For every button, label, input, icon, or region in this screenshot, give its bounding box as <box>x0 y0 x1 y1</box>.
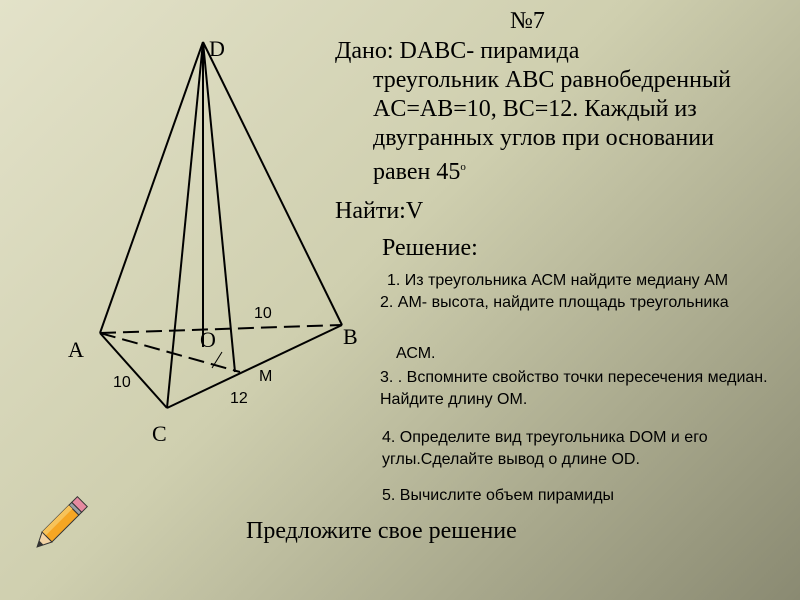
step-4: 4. Определите вид треугольника DOM и его углы.Сделайте вывод о длине OD. <box>382 429 708 468</box>
given-label: Дано: DABC- пирамида <box>335 38 580 64</box>
label-O: O <box>200 327 216 352</box>
step-2-continued: АСМ. <box>396 345 436 362</box>
step-3: 3. . Вспомните свойство точки пересечения медиан. Найдите длину ОМ. <box>380 369 768 408</box>
problem-number: №7 <box>510 8 545 34</box>
solution-title: Решение: <box>382 235 478 261</box>
degree-mark: о <box>460 161 466 173</box>
length-ab: 10 <box>254 305 272 322</box>
edge-CB <box>167 325 342 408</box>
line-DM <box>203 42 235 372</box>
edge-AC <box>100 333 167 408</box>
pyramid-figure <box>0 0 358 470</box>
label-C: C <box>152 421 167 446</box>
length-bc: 12 <box>230 390 248 407</box>
edge-DB <box>203 42 342 325</box>
given-line-4 <box>335 153 790 187</box>
step-2: 2. АМ- высота, найдите площадь треугольника <box>380 294 729 311</box>
edge-DA <box>100 42 203 333</box>
given-line-2: AC=AB=10, BC=12. Каждый из <box>373 96 697 122</box>
find-label: Найти:V <box>335 198 424 224</box>
edge-AB-hidden <box>100 325 342 333</box>
propose-solution: Предложите свое решение <box>246 518 517 544</box>
pencil-icon <box>24 490 94 560</box>
step-1: 1. Из треугольника АСМ найдите медиану АМ <box>387 272 729 289</box>
label-D: D <box>209 36 225 61</box>
median-AM-hidden <box>100 333 240 372</box>
label-M: M <box>259 368 273 385</box>
length-ac: 10 <box>113 374 131 391</box>
label-A: A <box>68 337 84 362</box>
given-line-4-text: равен 45 <box>373 159 461 185</box>
given-line-1: треугольник ABC равнобедренный <box>373 67 731 93</box>
step-5: 5. Вычислите объем пирамиды <box>382 487 615 504</box>
given-line-3: двугранных углов при основании <box>373 125 714 151</box>
label-B: B <box>343 324 358 349</box>
given-block <box>335 37 790 187</box>
